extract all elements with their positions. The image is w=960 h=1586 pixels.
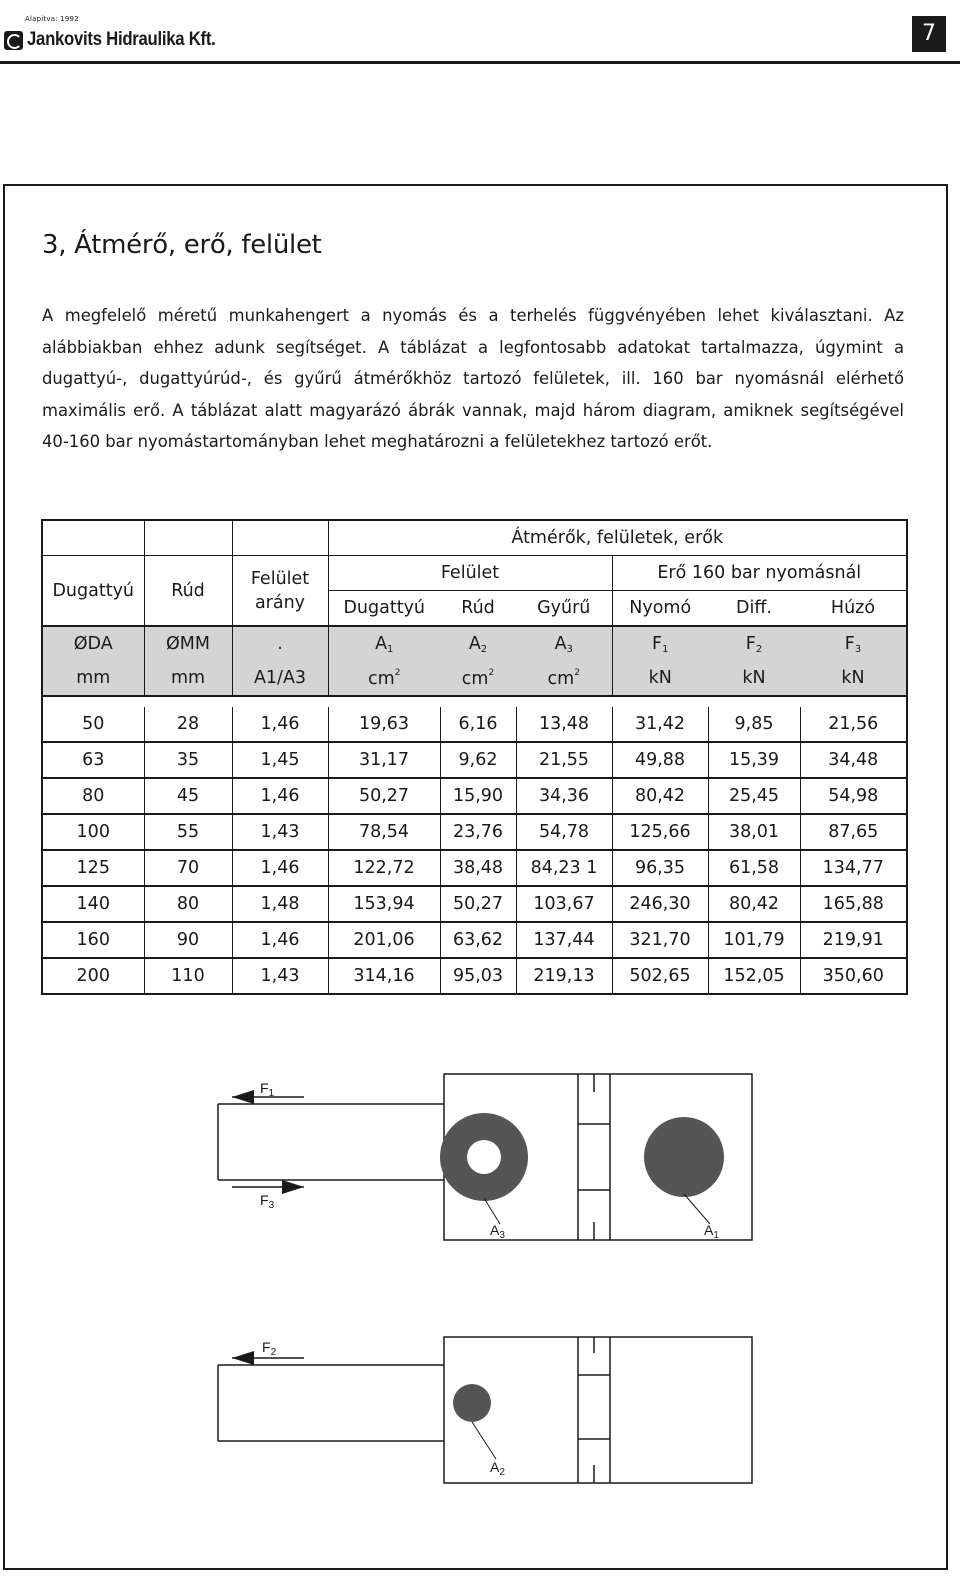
cell-area-rod: 50,27 — [440, 886, 516, 922]
arrow-left-icon — [232, 1351, 254, 1365]
cell-force-push: 49,88 — [612, 742, 708, 778]
cell-force-diff: 101,79 — [708, 922, 800, 958]
cell-force-pull: 350,60 — [800, 958, 907, 994]
cell-area-rod: 38,48 — [440, 850, 516, 886]
cell-rod-diameter: 110 — [144, 958, 232, 994]
cell-area-ring: 34,36 — [516, 778, 612, 814]
cell-piston-diameter: 160 — [42, 922, 144, 958]
arrow-left-icon — [232, 1090, 254, 1104]
cell-force-diff: 80,42 — [708, 886, 800, 922]
label-f3: $F_3$ — [260, 1192, 275, 1211]
cell-area-ring: 21,55 — [516, 742, 612, 778]
page-number: 7 — [912, 16, 946, 52]
diagram-push-pull-svg — [214, 1072, 754, 1242]
table-row — [42, 707, 907, 742]
cell-area-ratio: 1,48 — [232, 886, 328, 922]
rod-area-a2 — [453, 1384, 491, 1422]
symbol-a2: $A_2$ — [440, 626, 516, 661]
cell-area-piston: 19,63 — [328, 707, 440, 742]
symbol-mm: ØMM — [144, 626, 232, 661]
group-force: Erő 160 bar nyomásnál — [612, 556, 907, 591]
col-rod: Rúd — [144, 556, 232, 627]
cell-force-diff: 9,85 — [708, 707, 800, 742]
col-ratio — [232, 556, 328, 627]
cell-force-push: 96,35 — [612, 850, 708, 886]
cell-area-ratio: 1,43 — [232, 958, 328, 994]
group-area: Felület — [328, 556, 612, 591]
cell-rod-diameter: 28 — [144, 707, 232, 742]
diagram-differential — [214, 1335, 754, 1485]
label-a3: $A_3$ — [490, 1222, 505, 1241]
cell-force-push: 502,65 — [612, 958, 708, 994]
cell-area-ratio: 1,43 — [232, 814, 328, 850]
cell-area-ring: 137,44 — [516, 922, 612, 958]
cell-area-ring: 84,23 1 — [516, 850, 612, 886]
header-rule — [0, 61, 960, 64]
table-row — [42, 742, 907, 778]
area-ring-header: Gyűrű — [516, 591, 612, 627]
cell-force-pull: 34,48 — [800, 742, 907, 778]
cell-area-rod: 6,16 — [440, 707, 516, 742]
col-piston: Dugattyú — [42, 556, 144, 627]
cell-force-pull: 134,77 — [800, 850, 907, 886]
cell-force-push: 246,30 — [612, 886, 708, 922]
cell-area-rod: 23,76 — [440, 814, 516, 850]
cell-area-rod: 63,62 — [440, 922, 516, 958]
col-ratio-line1: Felület — [250, 568, 310, 589]
cell-piston-diameter: 80 — [42, 778, 144, 814]
cell-area-piston: 314,16 — [328, 958, 440, 994]
unit-a2: $cm^2$ — [440, 661, 516, 696]
founded-note: Alapítva: 1992 — [25, 15, 79, 23]
cell-piston-diameter: 63 — [42, 742, 144, 778]
cell-force-pull: 165,88 — [800, 886, 907, 922]
cell-force-push: 31,42 — [612, 707, 708, 742]
table-row — [42, 778, 907, 814]
cell-force-pull: 54,98 — [800, 778, 907, 814]
area-piston-header: Dugattyú — [328, 591, 440, 627]
section-title: 3, Átmérő, erő, felület — [42, 230, 322, 260]
symbol-ratio: . — [232, 626, 328, 661]
cell-rod-diameter: 90 — [144, 922, 232, 958]
table-row — [42, 886, 907, 922]
cell-rod-diameter: 80 — [144, 886, 232, 922]
cell-area-ratio: 1,46 — [232, 850, 328, 886]
unit-da: mm — [42, 661, 144, 696]
unit-a3: $cm^2$ — [516, 661, 612, 696]
cell-area-ring: 219,13 — [516, 958, 612, 994]
unit-f1: kN — [612, 661, 708, 696]
cell-area-piston: 31,17 — [328, 742, 440, 778]
cell-piston-diameter: 140 — [42, 886, 144, 922]
cell-force-push: 321,70 — [612, 922, 708, 958]
unit-ratio: A1/A3 — [232, 661, 328, 696]
symbol-a1: $A_1$ — [328, 626, 440, 661]
label-f2: $F_2$ — [262, 1339, 277, 1358]
force-pull-header: Húzó — [800, 591, 907, 627]
cell-rod-diameter: 35 — [144, 742, 232, 778]
label-a2: $A_2$ — [490, 1459, 505, 1478]
cell-area-ratio: 1,45 — [232, 742, 328, 778]
cell-area-piston: 78,54 — [328, 814, 440, 850]
cell-piston-diameter: 200 — [42, 958, 144, 994]
symbol-f3: $F_3$ — [800, 626, 907, 661]
area-rod-header: Rúd — [440, 591, 516, 627]
cell-area-piston: 122,72 — [328, 850, 440, 886]
cell-piston-diameter: 100 — [42, 814, 144, 850]
cell-rod-diameter: 70 — [144, 850, 232, 886]
table-row — [42, 814, 907, 850]
force-push-header: Nyomó — [612, 591, 708, 627]
page-header — [0, 0, 960, 66]
cell-piston-diameter: 50 — [42, 707, 144, 742]
cell-force-push: 125,66 — [612, 814, 708, 850]
cell-area-piston: 153,94 — [328, 886, 440, 922]
piston-area-a1 — [644, 1117, 724, 1197]
cell-force-pull: 21,56 — [828, 714, 879, 734]
cell-area-rod: 95,03 — [440, 958, 516, 994]
symbol-f2: $F_2$ — [708, 626, 800, 661]
cell-area-ratio: 1,46 — [232, 707, 328, 742]
cell-force-diff: 61,58 — [708, 850, 800, 886]
table-row — [42, 922, 907, 958]
cell-area-ratio: 1,46 — [232, 922, 328, 958]
cell-rod-diameter: 45 — [144, 778, 232, 814]
label-a1: $A_1$ — [704, 1222, 719, 1241]
arrow-right-icon — [282, 1180, 304, 1194]
cell-area-rod: 15,90 — [440, 778, 516, 814]
cell-force-push: 80,42 — [612, 778, 708, 814]
cell-area-piston: 201,06 — [328, 922, 440, 958]
cell-force-pull: 87,65 — [800, 814, 907, 850]
cell-force-diff: 38,01 — [708, 814, 800, 850]
unit-f2: kN — [708, 661, 800, 696]
cell-area-rod: 9,62 — [440, 742, 516, 778]
company-logo — [4, 28, 241, 52]
diagram-push-pull — [214, 1072, 754, 1242]
cell-area-ring: 13,48 — [516, 707, 612, 742]
cell-area-ratio: 1,46 — [232, 778, 328, 814]
unit-f3: kN — [800, 661, 907, 696]
label-f1: $F_1$ — [260, 1080, 275, 1099]
symbol-f1: $F_1$ — [612, 626, 708, 661]
cell-area-ring: 103,67 — [516, 886, 612, 922]
intro-paragraph: A megfelelő méretű munkahengert a nyomás és a terhelés függvényében lehet kiválasztani. Az alábbiakban ehhez adunk segítséget. A táblázat a legfontosabb adatokat tartalmazza, úgymint a dugattyú-, dugattyúrúd-, és gyűrű átmérőkhöz tartozó felületek, ill. 160 bar nyomásnál elérhető maximális erő. A táblázat alatt magyarázó ábrák vannak, majd három diagram, amiknek segítségével 40-160 bar nyomástartományban lehet meghatározni a felületekhez tartozó erőt. — [42, 306, 904, 451]
cell-force-pull: 219,91 — [800, 922, 907, 958]
symbol-da: ØDA — [42, 626, 144, 661]
table-row — [42, 958, 907, 994]
cell-force-diff: 152,05 — [708, 958, 800, 994]
company-name: Jankovits Hidraulika Kft. — [27, 29, 216, 50]
unit-a1: $cm^2$ — [328, 661, 440, 696]
dimensions-table — [41, 519, 908, 995]
cell-force-diff: 25,45 — [708, 778, 800, 814]
table-row — [42, 850, 907, 886]
cell-area-ring: 54,78 — [516, 814, 612, 850]
force-diff-header: Diff. — [708, 591, 800, 627]
symbol-a3: $A_3$ — [516, 626, 612, 661]
diagram-differential-svg — [214, 1335, 754, 1485]
table-caption: Átmérők, felületek, erők — [511, 528, 724, 548]
cell-rod-diameter: 55 — [144, 814, 232, 850]
cell-force-diff: 15,39 — [708, 742, 800, 778]
jh-logo-icon — [4, 31, 23, 50]
rod-hole — [467, 1140, 501, 1174]
cell-area-piston: 50,27 — [328, 778, 440, 814]
unit-mm: mm — [144, 661, 232, 696]
cell-piston-diameter: 125 — [42, 850, 144, 886]
col-ratio-line2: arány — [254, 592, 306, 613]
